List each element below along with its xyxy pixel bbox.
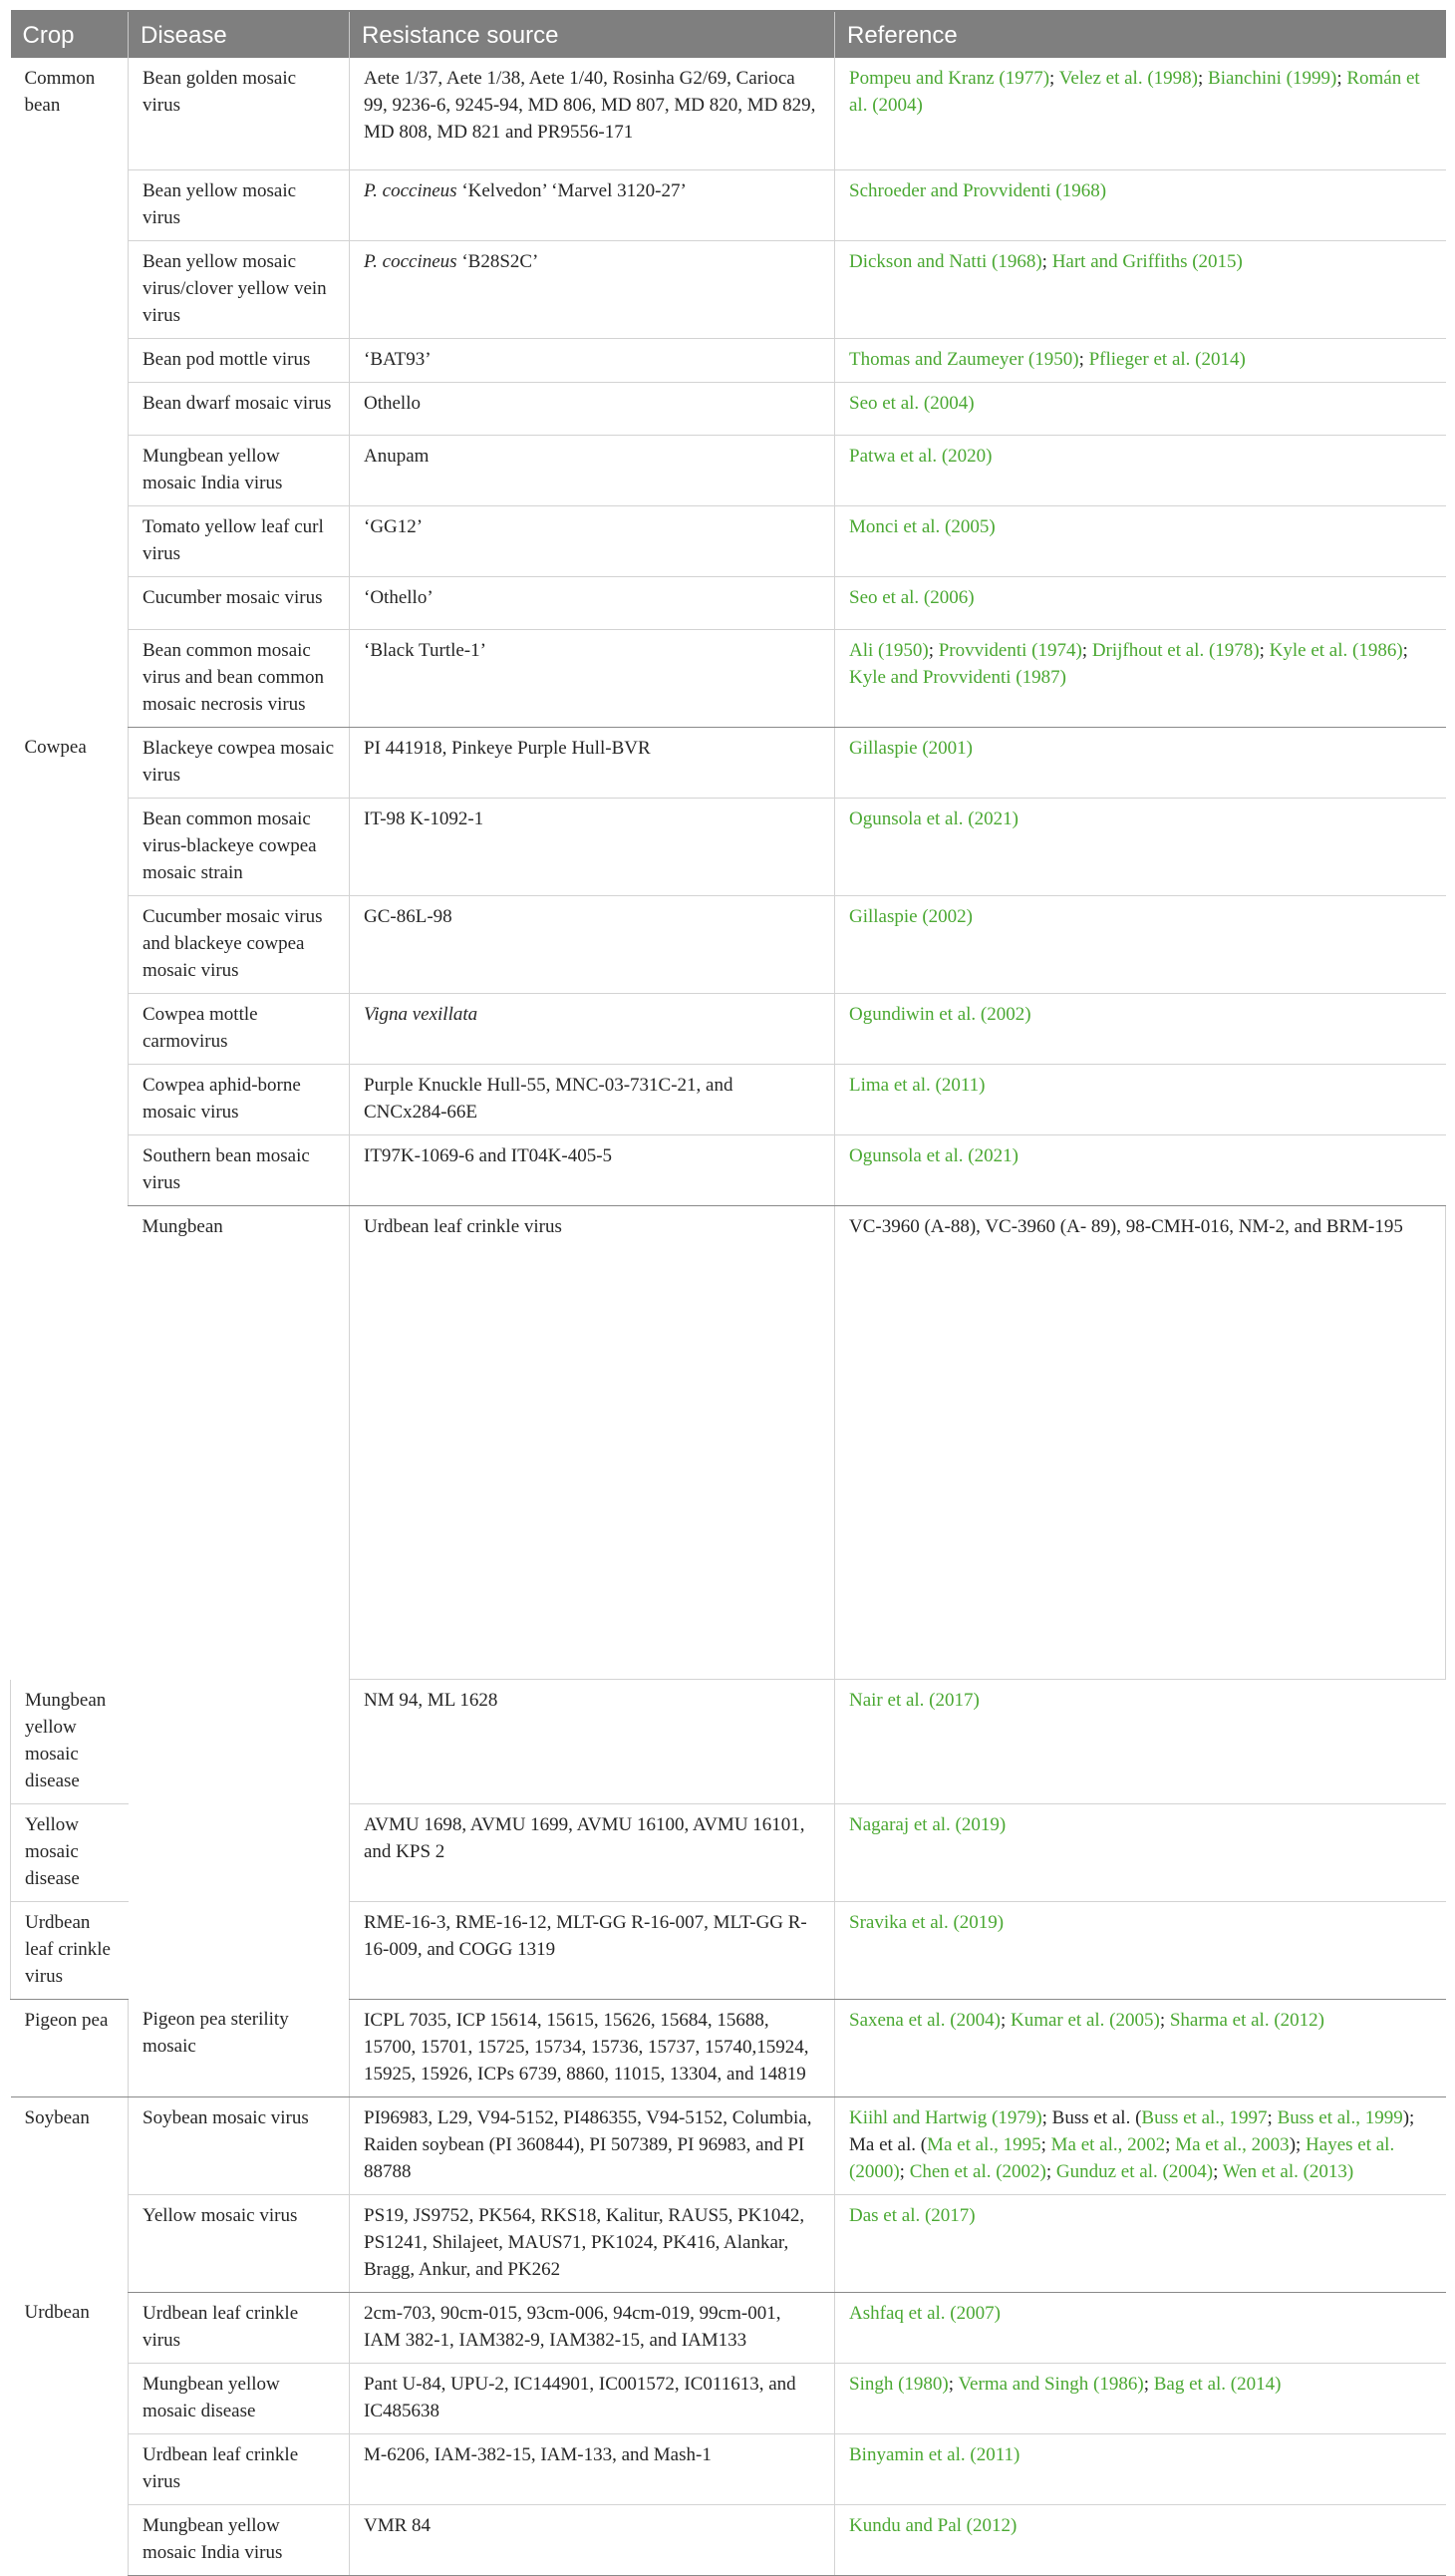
text-segment: ICPL 7035, ICP 15614, 15615, 15626, 15684, 15688, 15700, 15701, 15725, 15734, 15736, 15737, 15740,15924, 15925, 15926, ICPs 6739, 8860, 11015, 13304, and 14819 <box>364 2009 809 2085</box>
cell-reference <box>835 58 1446 169</box>
text-segment: 2cm-703, 90cm-015, 93cm-006, 94cm-019, 99cm-001, IAM 382-1, IAM382-9, IAM382-15, and IAM133 <box>364 2302 781 2351</box>
text-segment: VC-3960 (A-88), VC-3960 (A- 89), 98-CMH-016, NM-2, and BRM-195 <box>849 1215 1403 1237</box>
reference-link[interactable]: Patwa et al. (2020) <box>849 445 993 467</box>
cell-disease: Urdbean leaf crinkle virus <box>129 2292 350 2363</box>
text-segment: PS19, JS9752, PK564, RKS18, Kalitur, RAUS5, PK1042, PS1241, Shilajeet, MAUS71, PK1024, PK416, Alankar, Bragg, Ankur, and PK262 <box>364 2204 805 2280</box>
reference-link[interactable]: Kyle and Provvidenti (1987) <box>849 666 1066 688</box>
cell-disease: Mungbean yellow mosaic disease <box>129 2363 350 2433</box>
cell-disease: Bean dwarf mosaic virus <box>129 382 350 435</box>
cell-resistance-source <box>350 2363 835 2433</box>
cell-disease: Mungbean yellow mosaic India virus <box>129 435 350 505</box>
table-row <box>11 2194 1446 2292</box>
cell-crop: Urdbean <box>24 2302 90 2323</box>
cell-reference <box>835 435 1446 505</box>
reference-link[interactable]: Verma and Singh (1986) <box>958 2373 1144 2395</box>
text-segment: ‘Kelvedon’ ‘Marvel 3120-27’ <box>456 179 687 201</box>
table-row <box>11 240 1446 338</box>
cell-resistance-source <box>835 1205 1446 1680</box>
header-resistance-source: Resistance source <box>350 11 835 58</box>
reference-link[interactable]: Ma et al., 2002 <box>1050 2133 1166 2155</box>
cell-resistance-source <box>350 629 835 727</box>
table-row <box>11 895 1446 993</box>
cell-reference <box>835 1064 1446 1134</box>
table-row <box>11 505 1446 576</box>
reference-link[interactable]: Saxena et al. (2004) <box>849 2009 1001 2031</box>
cell-disease: Cowpea mottle carmovirus <box>129 993 350 1064</box>
cell-reference <box>835 895 1446 993</box>
cell-resistance-source <box>350 435 835 505</box>
cell-reference <box>835 1803 1446 1901</box>
cell-reference <box>835 576 1446 629</box>
cell-crop: Cowpea <box>24 737 87 758</box>
cell-resistance-source <box>350 576 835 629</box>
text-segment: ; <box>1040 2133 1051 2155</box>
table-header <box>11 11 1446 58</box>
cell-crop: Common bean <box>24 68 96 116</box>
text-segment: ; <box>1045 2160 1056 2182</box>
table-row <box>11 169 1446 240</box>
header-reference: Reference <box>835 11 1446 58</box>
cell-reference <box>835 2433 1446 2504</box>
cell-crop: Pigeon pea <box>11 1999 129 2096</box>
cell-reference <box>835 169 1446 240</box>
reference-link[interactable]: Wen et al. (2013) <box>1222 2160 1354 2182</box>
cell-disease: Soybean mosaic virus <box>129 2096 350 2194</box>
reference-link[interactable]: Thomas and Zaumeyer (1950) <box>849 348 1079 370</box>
cell-resistance-source <box>350 2292 835 2363</box>
cell-resistance-source <box>350 169 835 240</box>
table-row <box>11 435 1446 505</box>
cell-reference <box>835 2363 1446 2433</box>
table-row <box>11 798 1446 895</box>
cell-resistance-source <box>350 2194 835 2292</box>
table-body <box>11 58 1446 2575</box>
reference-link[interactable]: Bianchini (1999) <box>1208 68 1337 89</box>
cell-disease: Bean yellow mosaic virus <box>129 169 350 240</box>
cell-resistance-source <box>350 798 835 895</box>
cell-reference <box>835 338 1446 382</box>
table-row <box>11 2292 1446 2363</box>
reference-link[interactable]: Ma et al., 1995 <box>927 2133 1041 2155</box>
reference-link[interactable]: Gunduz et al. (2004) <box>1055 2160 1214 2182</box>
cell-resistance-source <box>350 382 835 435</box>
cell-resistance-source <box>350 1064 835 1134</box>
cell-resistance-source <box>350 505 835 576</box>
reference-link[interactable]: Nagaraj et al. (2019) <box>849 1813 1007 1835</box>
table-row <box>11 1205 1446 1680</box>
cell-resistance-source <box>350 1901 835 1999</box>
cell-crop: Soybean <box>24 2106 90 2128</box>
table-row <box>11 1999 1446 2096</box>
cell-disease: Tomato yellow leaf curl virus <box>129 505 350 576</box>
reference-link[interactable]: Dickson and Natti (1968) <box>849 250 1042 272</box>
cell-resistance-source <box>350 58 835 169</box>
header-row <box>11 11 1446 58</box>
cell-resistance-source <box>350 240 835 338</box>
cell-resistance-source <box>350 2096 835 2194</box>
cell-resistance-source <box>350 993 835 1064</box>
cell-disease: Bean yellow mosaic virus/clover yellow vein virus <box>129 240 350 338</box>
cell-reference <box>835 798 1446 895</box>
text-segment: ); <box>1289 2133 1307 2155</box>
cell-resistance-source <box>350 2433 835 2504</box>
text-segment: RME-16-3, RME-16-12, MLT-GG R-16-007, MLT-GG R-16-009, and COGG 1319 <box>364 1911 807 1960</box>
cell-reference <box>835 727 1446 798</box>
reference-link[interactable]: Provvidenti (1974) <box>938 639 1082 661</box>
text-segment: ‘Black Turtle-1’ <box>364 639 486 661</box>
text-segment: VMR 84 <box>364 2514 432 2536</box>
cell-reference <box>835 1999 1446 2096</box>
cell-reference <box>835 1680 1446 1804</box>
reference-link[interactable]: Das et al. (2017) <box>849 2204 976 2226</box>
cell-disease: Cucumber mosaic virus and blackeye cowpea mosaic virus <box>129 895 350 993</box>
reference-link[interactable]: Nair et al. (2017) <box>849 1690 980 1711</box>
text-segment: ‘BAT93’ <box>364 348 432 370</box>
cell-resistance-source <box>350 1680 835 1804</box>
text-segment: ‘B28S2C’ <box>456 250 539 272</box>
cell-reference <box>835 505 1446 576</box>
cell-reference <box>835 2292 1446 2363</box>
cell-disease: Bean common mosaic virus and bean common mosaic necrosis virus <box>129 629 350 727</box>
text-segment: Anupam <box>364 445 430 467</box>
cell-reference <box>835 240 1446 338</box>
text-segment: ; <box>1041 250 1052 272</box>
text-segment: ; <box>928 639 939 661</box>
species-name: P. coccineus <box>364 179 457 201</box>
reference-link[interactable]: Ali (1950) <box>849 639 929 661</box>
cell-reference <box>835 2504 1446 2575</box>
reference-link[interactable]: Hayes et al. (2000) <box>849 2133 1395 2182</box>
reference-link[interactable]: Ma et al., 2003 <box>1175 2133 1290 2155</box>
reference-link[interactable]: Kiihl and Hartwig (1979) <box>849 2106 1042 2128</box>
cell-resistance-source <box>350 1803 835 1901</box>
cell-reference <box>835 629 1446 727</box>
text-segment: ; <box>1143 2373 1154 2395</box>
reference-link[interactable]: Sravika et al. (2019) <box>849 1911 1005 1933</box>
text-segment: ‘Othello’ <box>364 586 434 608</box>
reference-link[interactable]: Gillaspie (2002) <box>849 905 974 927</box>
text-segment: NM 94, ML 1628 <box>364 1690 498 1711</box>
text-segment: ; <box>1049 68 1059 89</box>
cell-disease: Southern bean mosaic virus <box>129 1134 350 1205</box>
reference-link[interactable]: Monci et al. (2005) <box>849 515 996 537</box>
text-segment: Othello <box>364 392 421 414</box>
reference-link[interactable]: Bag et al. (2014) <box>1153 2373 1282 2395</box>
header-disease: Disease <box>129 11 350 58</box>
cell-resistance-source <box>350 2504 835 2575</box>
reference-link[interactable]: Lima et al. (2011) <box>849 1074 986 1096</box>
reference-link[interactable]: Buss et al., 1997 <box>1141 2106 1268 2128</box>
text-segment: GC-86L-98 <box>364 905 452 927</box>
table-row <box>11 576 1446 629</box>
table-row <box>11 382 1446 435</box>
text-segment: ; <box>1198 68 1209 89</box>
cell-disease: Mungbean yellow mosaic disease <box>11 1680 129 1804</box>
text-segment: ; Buss et al. ( <box>1041 2106 1142 2128</box>
cell-reference <box>835 1134 1446 1205</box>
cell-resistance-source <box>350 727 835 798</box>
cell-reference <box>835 1901 1446 1999</box>
text-segment: ; <box>1402 639 1408 661</box>
reference-link[interactable]: Kumar et al. (2005) <box>1010 2009 1160 2031</box>
reference-link[interactable]: Gillaspie (2001) <box>849 737 974 759</box>
cell-resistance-source <box>350 1134 835 1205</box>
cell-disease: Bean pod mottle virus <box>129 338 350 382</box>
reference-link[interactable]: Schroeder and Provvidenti (1968) <box>849 179 1107 201</box>
cell-disease: Pigeon pea sterility mosaic <box>129 1999 350 2096</box>
text-segment: ; <box>1000 2009 1011 2031</box>
reference-link[interactable]: Binyamin et al. (2011) <box>849 2443 1020 2465</box>
reference-link[interactable]: Ogunsola et al. (2021) <box>849 807 1018 829</box>
text-segment: IT97K-1069-6 and IT04K-405-5 <box>364 1144 613 1166</box>
table-row <box>11 2504 1446 2575</box>
text-segment: ; <box>1213 2160 1223 2182</box>
cell-disease: Blackeye cowpea mosaic virus <box>129 727 350 798</box>
reference-link[interactable]: Seo et al. (2004) <box>849 392 975 414</box>
cell-disease: Bean common mosaic virus-blackeye cowpea mosaic strain <box>129 798 350 895</box>
table-row <box>11 2096 1446 2194</box>
cell-resistance-source <box>350 895 835 993</box>
reference-link[interactable]: Chen et al. (2002) <box>909 2160 1046 2182</box>
cell-reference <box>835 2096 1446 2194</box>
reference-link[interactable]: Velez et al. (1998) <box>1058 68 1198 89</box>
cell-disease: Bean golden mosaic virus <box>129 58 350 169</box>
text-segment: ; <box>1078 348 1089 370</box>
reference-link[interactable]: Buss et al., 1999 <box>1277 2106 1403 2128</box>
reference-link[interactable]: Ogunsola et al. (2021) <box>849 1144 1018 1166</box>
species-name: Vigna vexillata <box>364 1003 478 1025</box>
text-segment: IT-98 K-1092-1 <box>364 807 484 829</box>
cell-disease: Cowpea aphid-borne mosaic virus <box>129 1064 350 1134</box>
text-segment: ‘GG12’ <box>364 515 424 537</box>
text-segment: Aete 1/37, Aete 1/38, Aete 1/40, Rosinha G2/69, Carioca 99, 9236-6, 9245-94, MD 806, MD 807, MD 820, MD 829, MD 808, MD 821 and PR9556-171 <box>364 68 816 143</box>
reference-link[interactable]: Ogundiwin et al. (2002) <box>849 1003 1031 1025</box>
reference-link[interactable]: Kundu and Pal (2012) <box>849 2514 1018 2536</box>
reference-link[interactable]: Sharma et al. (2012) <box>1169 2009 1324 2031</box>
cell-reference <box>835 993 1446 1064</box>
reference-link[interactable]: Hart and Griffiths (2015) <box>1051 250 1243 272</box>
reference-link[interactable]: Román et al. (2004) <box>849 68 1420 116</box>
text-segment: PI 441918, Pinkeye Purple Hull-BVR <box>364 737 651 759</box>
table-row <box>11 629 1446 727</box>
cell-disease: Cucumber mosaic virus <box>129 576 350 629</box>
cell-disease: Urdbean leaf crinkle virus <box>11 1901 129 1999</box>
table-row <box>11 58 1446 169</box>
text-segment: ; <box>1081 639 1092 661</box>
cell-crop: Mungbean <box>142 1215 223 1237</box>
text-segment: Pant U-84, UPU-2, IC144901, IC001572, IC011613, and IC485638 <box>364 2373 796 2421</box>
reference-link[interactable]: Kyle et al. (1986) <box>1269 639 1403 661</box>
text-segment: ; <box>1165 2133 1176 2155</box>
text-segment: M-6206, IAM-382-15, IAM-133, and Mash-1 <box>364 2443 712 2465</box>
reference-link[interactable]: Pompeu and Kranz (1977) <box>849 68 1050 89</box>
text-segment: ; <box>1259 639 1270 661</box>
species-name: P. coccineus <box>364 250 457 272</box>
reference-link[interactable]: Drijfhout et al. (1978) <box>1091 639 1260 661</box>
text-segment: ; <box>1159 2009 1170 2031</box>
table-row <box>11 2363 1446 2433</box>
cell-resistance-source <box>350 338 835 382</box>
virus-resistance-table <box>10 10 1446 2576</box>
cell-disease: Yellow mosaic virus <box>129 2194 350 2292</box>
table-row <box>11 993 1446 1064</box>
cell-disease: Urdbean leaf crinkle virus <box>129 2433 350 2504</box>
reference-link[interactable]: Seo et al. (2006) <box>849 586 975 608</box>
text-segment: AVMU 1698, AVMU 1699, AVMU 16100, AVMU 16101, and KPS 2 <box>364 1813 805 1862</box>
cell-reference <box>835 382 1446 435</box>
text-segment: ; <box>1267 2106 1278 2128</box>
table-row <box>11 1064 1446 1134</box>
reference-link[interactable]: Singh (1980) <box>849 2373 949 2395</box>
reference-link[interactable]: Pflieger et al. (2014) <box>1088 348 1246 370</box>
text-segment: ; <box>1336 68 1347 89</box>
text-segment: Purple Knuckle Hull-55, MNC-03-731C-21, and CNCx284-66E <box>364 1074 733 1123</box>
table-row <box>11 1134 1446 1205</box>
cell-disease: Yellow mosaic disease <box>11 1803 129 1901</box>
cell-disease: Urdbean leaf crinkle virus <box>350 1205 835 1680</box>
cell-reference <box>835 2194 1446 2292</box>
text-segment: ; <box>899 2160 910 2182</box>
table-row <box>11 338 1446 382</box>
cell-resistance-source <box>350 1999 835 2096</box>
header-crop: Crop <box>11 11 129 58</box>
text-segment: ; <box>948 2373 959 2395</box>
table-row <box>11 727 1446 798</box>
text-segment: PI96983, L29, V94-5152, PI486355, V94-5152, Columbia, Raiden soybean (PI 360844), PI 507389, PI 96983, and PI 88788 <box>364 2106 812 2182</box>
cell-disease: Mungbean yellow mosaic India virus <box>129 2504 350 2575</box>
text-segment: ); Ma et al. ( <box>849 2106 1415 2155</box>
reference-link[interactable]: Ashfaq et al. (2007) <box>849 2302 1001 2324</box>
table-row <box>11 2433 1446 2504</box>
